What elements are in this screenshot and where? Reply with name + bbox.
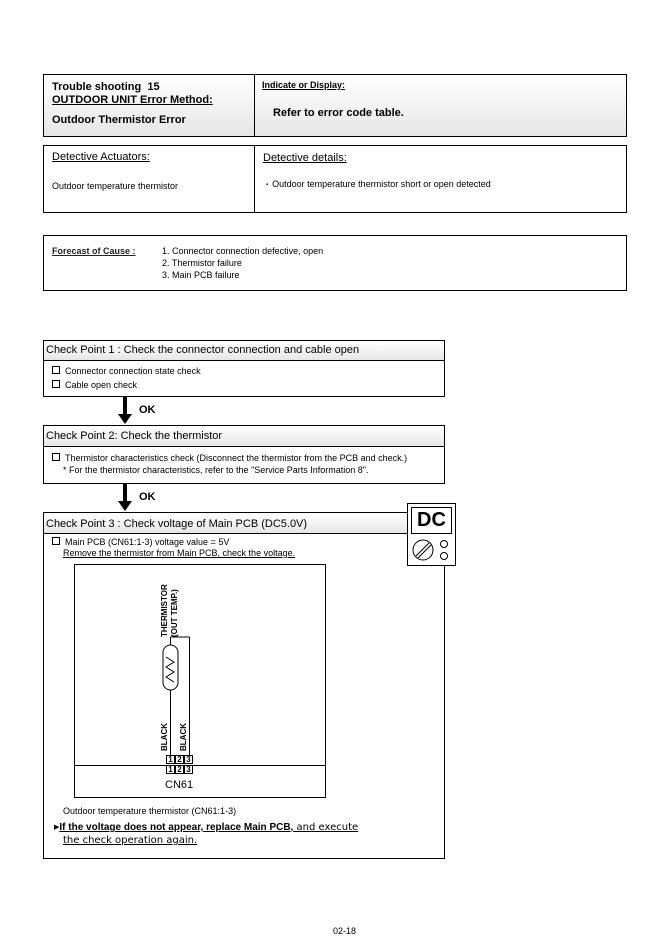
diagram-caption: Outdoor temperature thermistor (CN61:1-3) xyxy=(63,806,237,816)
details-item-text: Outdoor temperature thermistor short or open detected xyxy=(272,179,491,189)
connector-label: CN61 xyxy=(165,779,194,791)
meter-display xyxy=(411,507,452,534)
header-left-cell xyxy=(44,75,255,136)
forecast-box xyxy=(43,235,627,291)
header-box xyxy=(43,74,627,137)
pcb-edge-line xyxy=(75,765,325,766)
method-label: OUTDOOR UNIT Error Method: xyxy=(52,94,213,106)
check-point-1-title: Check Point 1 : Check the connector connection and cable open xyxy=(46,344,360,356)
actuators-value: Outdoor temperature thermistor xyxy=(52,181,179,191)
check-point-1-body xyxy=(43,360,445,397)
cause-1: 1. Connector connection defective, open xyxy=(162,246,324,256)
check-point-2-header xyxy=(43,425,445,447)
ok-label: OK xyxy=(139,491,156,503)
check-point-1-header xyxy=(43,340,445,361)
check-note: * For the thermistor characteristics, refer to the "Service Parts Information 8". xyxy=(63,465,369,475)
check-item-text: Connector connection state check xyxy=(65,366,201,376)
cause-2: 2. Thermistor failure xyxy=(162,258,242,268)
action-bold: If the voltage does not appear, replace Main PCB, xyxy=(59,822,294,833)
connector-pin: 3 xyxy=(184,755,193,764)
check-item xyxy=(52,537,229,547)
checkbox-icon xyxy=(52,453,60,461)
checkbox-icon xyxy=(52,537,60,545)
actuators-label: Detective Actuators: xyxy=(52,151,150,163)
thermistor-type-label: (OUT TEMP.) xyxy=(170,589,179,637)
check-item xyxy=(52,380,137,390)
check-item xyxy=(52,453,407,463)
action-line-1 xyxy=(54,821,358,833)
ok-label: OK xyxy=(139,404,156,416)
meter-label: DC xyxy=(417,509,446,531)
connector-pin: 2 xyxy=(175,755,184,764)
checkbox-icon xyxy=(52,380,60,388)
wire-label: BLACK xyxy=(179,723,188,751)
action-rest: and execute xyxy=(293,822,359,833)
error-name: Outdoor Thermistor Error xyxy=(52,114,186,126)
check-instruction: Remove the thermistor from Main PCB, check the voltage. xyxy=(63,548,296,558)
connector-pin: 1 xyxy=(166,765,175,774)
connector-pin: 3 xyxy=(184,765,193,774)
play-arrow-icon: ▶ xyxy=(54,824,60,831)
connector-pin: 1 xyxy=(166,755,175,764)
wiring-diagram xyxy=(74,564,326,798)
checkbox-icon xyxy=(52,366,60,374)
check-point-2-title: Check Point 2: Check the thermistor xyxy=(46,430,223,442)
check-item-text: Cable open check xyxy=(65,380,138,390)
details-label: Detective details: xyxy=(263,152,347,164)
check-item-text: Main PCB (CN61:1-3) voltage value = 5V xyxy=(65,537,230,547)
wire-label: BLACK xyxy=(160,723,169,751)
connector-pin: 2 xyxy=(175,765,184,774)
check-point-3-title: Check Point 3 : Check voltage of Main PCB (DC5.0V) xyxy=(46,518,308,530)
indicate-label: Indicate or Display: xyxy=(262,80,346,90)
troubleshooting-title: Trouble shooting 15 xyxy=(52,81,160,93)
cause-3: 3. Main PCB failure xyxy=(162,270,240,280)
page-number: 02-18 xyxy=(333,926,357,936)
check-item xyxy=(52,366,201,376)
detective-box xyxy=(43,145,627,213)
action-line-2: the check operation again. xyxy=(63,835,198,846)
check-point-3-body xyxy=(43,533,445,859)
indicate-value: Refer to error code table. xyxy=(273,107,404,119)
check-point-2-body xyxy=(43,446,445,484)
detective-left-cell xyxy=(44,146,255,212)
bullet-icon: ▪ xyxy=(266,182,269,188)
check-item-text: Thermistor characteristics check (Disconnect the thermistor from the PCB and check.) xyxy=(65,453,408,463)
meter-dial-icon xyxy=(411,537,455,563)
thermistor-label: THERMISTOR xyxy=(160,584,169,637)
details-item xyxy=(266,179,491,189)
check-point-3-header xyxy=(43,512,445,534)
forecast-label: Forecast of Cause : xyxy=(52,246,136,256)
multimeter-icon xyxy=(407,503,456,566)
